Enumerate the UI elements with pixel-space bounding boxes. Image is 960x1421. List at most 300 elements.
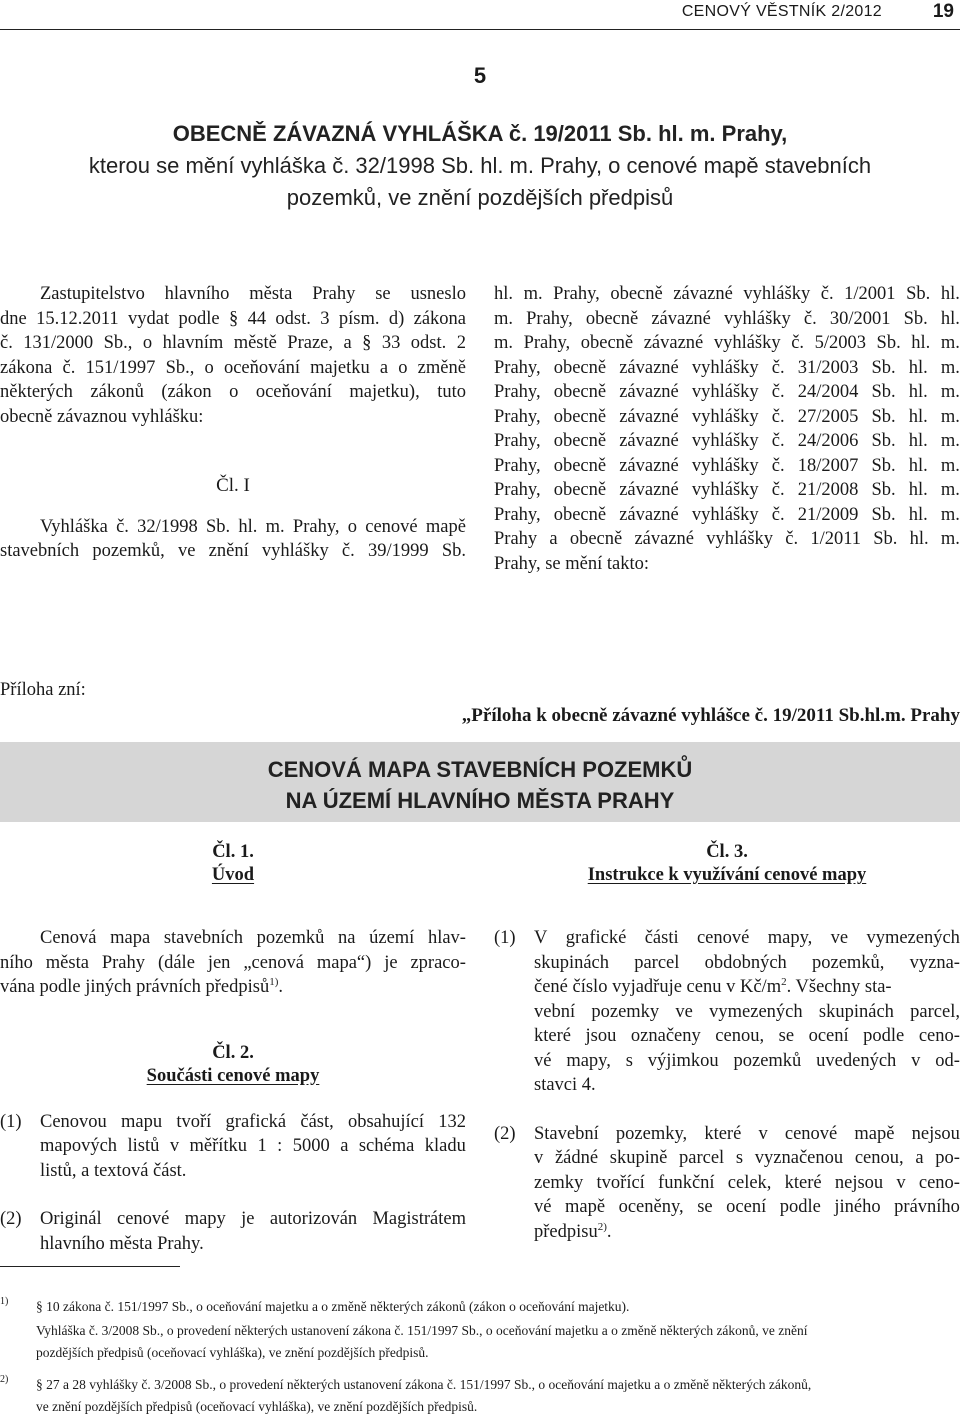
word: Sb. <box>871 480 896 500</box>
word: vební <box>534 1001 576 1022</box>
word: hl. <box>908 455 928 476</box>
word: Originál <box>40 1209 102 1229</box>
footnote-2-mark: 2) <box>0 1374 9 1385</box>
word: mapě <box>854 1123 895 1144</box>
word: znění <box>208 541 249 561</box>
word: závazné <box>619 504 679 525</box>
word: č. <box>803 308 817 329</box>
item-line <box>534 1049 960 1074</box>
word: pozemky <box>591 1001 660 1022</box>
word: majetku), <box>349 382 420 402</box>
word: schéma <box>358 1136 415 1156</box>
word: 15.12.2011 <box>36 308 119 329</box>
word: vé <box>534 1197 552 1217</box>
word: se <box>697 1197 713 1217</box>
footnote-line: pozdějších předpisů (oceňovací vyhláška), ve znění pozdějších předpisů. <box>36 1345 429 1360</box>
footnote-1 <box>0 1296 960 1364</box>
intro-line <box>0 380 466 405</box>
word: a <box>379 357 389 378</box>
word: cenové <box>365 516 418 537</box>
word: č. <box>771 382 785 402</box>
word: Prahy <box>494 529 538 549</box>
word: hl. <box>908 480 928 500</box>
word: parcel <box>679 1148 725 1168</box>
word: skupině <box>609 1148 668 1168</box>
word: m. <box>940 333 960 353</box>
word: závazné <box>619 357 679 378</box>
word: města <box>249 284 293 304</box>
word: hl. <box>238 516 258 537</box>
article-2-name: Součásti cenové mapy <box>146 1065 320 1086</box>
word: na <box>338 928 356 948</box>
word: m. <box>940 504 960 525</box>
word: 44 <box>247 308 267 329</box>
word: se <box>375 284 391 304</box>
amendment-line <box>494 478 960 503</box>
superscript: 2 <box>781 975 787 988</box>
article-1-name: Úvod <box>211 865 255 885</box>
word: m. <box>494 308 514 329</box>
word: závazné <box>619 455 679 476</box>
word: jen <box>207 952 231 973</box>
paragraph-line <box>0 951 466 976</box>
word: oceněny, <box>618 1197 684 1217</box>
amendment-line <box>494 429 960 454</box>
footnote-line: § 10 zákona č. 151/1997 Sb., o oceňování majetku a o změně některých zákonů (zákon o oceňování majetku). <box>36 1299 630 1314</box>
word: Prahy, <box>494 455 541 476</box>
word: hl. <box>908 382 928 402</box>
word: d) <box>388 308 405 329</box>
word: uvedených <box>816 1050 897 1071</box>
word: č. <box>791 333 805 353</box>
word: grafické <box>565 928 627 948</box>
amendment-line <box>494 454 960 479</box>
item-line <box>534 1000 960 1025</box>
amendment-line <box>494 331 960 356</box>
word: města <box>45 952 89 973</box>
word: zákona <box>0 357 53 378</box>
item-line <box>534 1195 960 1220</box>
word: a <box>915 1148 924 1168</box>
item-body <box>534 926 960 1098</box>
word: v <box>169 1136 180 1156</box>
article-heading: Čl. I <box>216 475 250 496</box>
word: ve <box>830 928 849 948</box>
word: městě <box>233 333 277 353</box>
footnote-line: ve znění pozdějších předpisů (oceňovací vyhláška), ve znění pozdějších předpisů. <box>36 1399 478 1414</box>
word: dne <box>0 308 27 329</box>
word: č. <box>341 541 355 561</box>
article-line <box>0 515 466 540</box>
word: pozemků <box>733 1050 802 1071</box>
amendment-line <box>494 307 960 332</box>
word: Prahy <box>101 952 146 973</box>
word: s <box>625 1050 633 1071</box>
article-1-number: Čl. 1. <box>212 842 254 862</box>
word: mapa <box>110 928 151 948</box>
word: § <box>362 333 372 353</box>
word: ceno- <box>918 1026 960 1046</box>
word: č. <box>771 431 785 451</box>
word: území <box>369 928 415 948</box>
word: Sb. <box>906 284 931 304</box>
attachment-label: Příloha zní: <box>0 680 86 700</box>
word: vyhlášky <box>691 382 759 402</box>
item-body <box>534 1122 960 1245</box>
word: Stavební <box>534 1123 599 1144</box>
word: č. <box>116 516 129 537</box>
word: : <box>277 1136 283 1156</box>
word: ve <box>675 1001 693 1022</box>
footnote-1-mark: 1) <box>0 1296 9 1307</box>
word: Sb. <box>871 455 896 476</box>
word: funkční <box>658 1172 715 1193</box>
word: písm. <box>338 308 380 329</box>
word: m. <box>940 406 960 427</box>
word: které <box>704 1123 742 1144</box>
word: podle <box>178 308 220 329</box>
word: 1/2001 <box>844 284 896 304</box>
item-line <box>534 1146 960 1171</box>
article-2-item-1 <box>0 1110 466 1184</box>
word: vyzna- <box>909 952 960 973</box>
word: Praze, <box>287 333 334 353</box>
word: 21/2009 <box>797 504 859 525</box>
item-number: (2) <box>0 1209 22 1229</box>
item-line: hlavního města Prahy. <box>40 1233 204 1254</box>
word: m. <box>940 529 960 549</box>
word: 151/1997 <box>85 357 156 378</box>
article-line <box>0 539 466 564</box>
intro-left-column <box>0 282 466 564</box>
word: o <box>347 516 357 537</box>
word: Prahy, <box>494 504 541 525</box>
word: 5000 <box>292 1136 330 1156</box>
word: hl. <box>909 529 929 549</box>
word: vydat <box>128 308 170 329</box>
item-body <box>40 1207 466 1256</box>
item-text: předpisu <box>534 1221 598 1242</box>
word: ocení <box>726 1197 767 1217</box>
word: o <box>204 357 214 378</box>
item-line <box>40 1110 466 1135</box>
word: 3 <box>320 308 330 329</box>
word: jiného <box>834 1197 881 1217</box>
word: Sb., <box>103 333 133 353</box>
word: mapě <box>425 516 466 537</box>
word: Prahy, <box>494 357 541 378</box>
word: obecně <box>553 357 607 378</box>
amendment-line <box>494 282 960 307</box>
word: obecně <box>553 480 607 500</box>
word: parcel, <box>910 1001 960 1022</box>
amendment-line <box>494 552 960 577</box>
title-line-1: OBECNĚ ZÁVAZNÁ VYHLÁŠKA č. 19/2011 Sb. hl. m. Prahy, <box>172 121 788 146</box>
word: obecně <box>553 382 607 402</box>
word: vyhlášky <box>691 431 759 451</box>
word: vyhlášky <box>691 357 759 378</box>
word: 27/2005 <box>797 406 859 427</box>
item-text: . <box>606 1221 612 1242</box>
item-line <box>534 1024 960 1049</box>
article-2-item-2 <box>0 1207 466 1256</box>
article-3-name: Instrukce k využívání cenové mapy <box>587 865 867 885</box>
word: hlavního <box>164 284 230 304</box>
word: v <box>911 1050 921 1071</box>
word: závazné <box>619 406 679 427</box>
word: Prahy <box>312 284 356 304</box>
item-line <box>40 1134 466 1159</box>
word: majetku <box>310 357 370 378</box>
word: Prahy, se mění takto: <box>494 553 649 574</box>
word: které <box>784 1172 822 1193</box>
word: Sb. <box>871 504 896 525</box>
map-title-line-1: CENOVÁ MAPA STAVEBNÍCH POZEMKŮ <box>267 757 693 782</box>
word: cenové <box>696 928 750 948</box>
word: oceňování <box>255 382 332 402</box>
word: 39/1999 <box>367 541 429 561</box>
intro-line <box>0 405 466 430</box>
amendment-line <box>494 356 960 381</box>
footnote-2 <box>0 1374 960 1418</box>
word: Sb. <box>903 308 928 329</box>
word: a <box>340 1136 349 1156</box>
footnote-ref-1[interactable]: 1) <box>269 975 279 988</box>
item-number: (2) <box>494 1123 516 1144</box>
word: část, <box>300 1111 334 1132</box>
left-articles <box>0 842 466 1256</box>
word: č. <box>771 357 785 378</box>
word: Sb. <box>871 357 896 378</box>
word: hl. <box>940 284 960 304</box>
item-line <box>534 1220 960 1245</box>
article-3-number: Čl. 3. <box>706 842 748 862</box>
word: změně <box>417 357 466 378</box>
word: hl. <box>908 504 928 525</box>
word: č. <box>771 406 785 427</box>
word: závazné <box>673 284 733 304</box>
word: závazné <box>619 480 679 500</box>
word: č. <box>0 333 13 353</box>
word: závazné <box>643 333 704 353</box>
word: se <box>778 1026 795 1046</box>
word: m. <box>940 480 960 500</box>
word: parcel <box>634 952 680 973</box>
word: č. <box>820 284 834 304</box>
word: Sb. <box>876 333 901 353</box>
intro-line <box>0 356 466 381</box>
word: oceňování <box>223 357 300 378</box>
word: (zákon <box>161 382 212 402</box>
word: obecně <box>553 406 607 427</box>
word: vyhlášky <box>706 529 774 549</box>
word: mapy <box>184 1209 226 1229</box>
word: Prahy, <box>494 480 541 500</box>
amendment-line <box>494 503 960 528</box>
word: cenové <box>116 1209 170 1229</box>
journal-title: CENOVÝ VĚSTNÍK 2/2012 <box>681 3 882 20</box>
word: právního <box>894 1197 960 1217</box>
word: 33 <box>381 333 401 353</box>
word: vymezených <box>709 1001 803 1022</box>
article-2-number: Čl. 2. <box>212 1042 254 1063</box>
paragraph-text: vána podle jiných právních předpisů <box>0 977 270 997</box>
title-line-2: kterou se mění vyhláška č. 32/1998 Sb. hl. m. Prahy, o cenové mapě stavebních <box>88 153 872 178</box>
map-title-banner <box>0 742 960 822</box>
word: o <box>398 357 408 378</box>
word: celek, <box>727 1172 772 1193</box>
word: obecně <box>553 431 607 451</box>
word: pozemků, <box>811 952 885 973</box>
word: č. <box>62 357 76 378</box>
word: vyhlášky <box>691 480 759 500</box>
word: m. <box>523 284 543 304</box>
word: v <box>896 1172 906 1193</box>
word: části <box>644 928 679 948</box>
section-number: 5 <box>473 63 487 88</box>
word: hlavním <box>162 333 224 353</box>
amendment-line <box>494 527 960 552</box>
word: kladu <box>424 1136 466 1156</box>
word: mapových <box>40 1136 118 1156</box>
title-line-3: pozemků, ve znění pozdějších předpisů <box>286 185 674 210</box>
word: skupinách <box>818 1001 894 1022</box>
word: je <box>384 952 398 973</box>
word: zákona <box>413 308 466 329</box>
word: Prahy, <box>553 284 600 304</box>
word: obecně <box>610 284 663 304</box>
word: pozemků, <box>92 541 165 561</box>
word: Cenovou <box>40 1111 107 1132</box>
word: 30/2001 <box>829 308 891 329</box>
word: č. <box>771 455 785 476</box>
word: autorizován <box>269 1209 358 1229</box>
word: obecně závaznou vyhlášku: <box>0 406 204 427</box>
word: podle <box>863 1026 905 1046</box>
word: odst. <box>275 308 311 329</box>
item-line <box>40 1207 466 1232</box>
word: skupinách <box>534 952 610 973</box>
word: 1/2011 <box>810 529 862 549</box>
word: nejsou <box>911 1123 960 1144</box>
word: m. <box>265 516 285 537</box>
word: mapě <box>565 1197 606 1217</box>
word: o <box>142 333 153 353</box>
word: jsou <box>585 1026 617 1046</box>
word: vyhlášky <box>691 455 759 476</box>
word: obecně <box>580 333 634 353</box>
word: Zastupitelstvo <box>40 284 145 304</box>
page-number: 19 <box>932 1 954 22</box>
word: 32/1998 <box>137 516 198 537</box>
intro-line <box>0 307 466 332</box>
map-title-line-2: NA ÚZEMÍ HLAVNÍHO MĚSTA PRAHY <box>285 788 675 813</box>
word: (dále <box>157 952 195 973</box>
word: obecně <box>569 529 623 549</box>
word: hlav- <box>427 928 466 948</box>
word: vyhlášky <box>261 541 329 561</box>
word: grafická <box>225 1111 287 1132</box>
word: 2 <box>456 333 466 353</box>
item-line: stavci 4. <box>534 1075 596 1095</box>
item-number: (1) <box>494 928 516 948</box>
item-line: listů, a textová část. <box>40 1160 187 1181</box>
word: hl. <box>908 431 928 451</box>
paragraph-line <box>0 926 466 951</box>
word: listů <box>127 1136 160 1156</box>
word: ceno- <box>918 1172 960 1193</box>
word: tuto <box>437 382 466 402</box>
word: č. <box>771 504 785 525</box>
word: závazné <box>634 529 694 549</box>
word: m. <box>940 455 960 476</box>
word: usneslo <box>410 284 466 304</box>
word: ního <box>0 952 33 973</box>
footnote-ref-2[interactable]: 2) <box>597 1220 607 1233</box>
word: Cenová <box>40 928 97 948</box>
amendment-line <box>494 380 960 405</box>
word: zákonů <box>90 382 144 402</box>
word: a <box>343 333 352 353</box>
word: obsahující <box>347 1111 425 1132</box>
word: § <box>228 308 239 329</box>
word: stavebních <box>0 541 80 561</box>
word: obecně <box>585 308 639 329</box>
item-line <box>534 926 960 951</box>
article-3-item-1 <box>494 926 960 1098</box>
word: hl. <box>911 333 931 353</box>
word: Vyhláška <box>40 516 108 537</box>
word: Prahy, <box>494 382 541 402</box>
word: výjimkou <box>647 1050 719 1071</box>
word: cenové <box>784 1123 838 1144</box>
word: hl. <box>908 406 928 427</box>
word: vyhlášky <box>724 308 791 329</box>
intro-right-column <box>494 282 960 576</box>
attachment-title: „Příloha k obecně závazné vyhlášce č. 19/2011 Sb.hl.m. Prahy <box>461 705 960 726</box>
word: zemky <box>534 1172 584 1193</box>
word: 5/2003 <box>814 333 866 353</box>
word: cenou, <box>715 1026 765 1046</box>
item-text: . Všechny sta- <box>786 977 892 997</box>
word: cenou, <box>854 1148 904 1168</box>
running-header <box>0 0 960 30</box>
word: Sb. <box>871 382 896 402</box>
word: zpraco- <box>410 952 466 973</box>
article-1-paragraph <box>0 926 466 1000</box>
word: vyznačenou <box>754 1148 844 1168</box>
word: označeny <box>630 1026 701 1046</box>
word: v <box>534 1148 544 1168</box>
paragraph-line <box>0 975 466 1000</box>
word: podle <box>779 1197 821 1217</box>
intro-line <box>0 282 466 307</box>
word: m. <box>940 382 960 402</box>
item-line <box>534 975 960 1000</box>
word: vé <box>534 1050 552 1071</box>
word: m. <box>494 333 514 353</box>
word: V <box>534 928 548 948</box>
word: tvořící <box>596 1172 645 1193</box>
word: stavebních <box>163 928 243 948</box>
word: Prahy, <box>526 308 573 329</box>
amendment-line <box>494 405 960 430</box>
word: Prahy, <box>292 516 340 537</box>
word: č. <box>785 529 799 549</box>
word: žádné <box>554 1148 599 1168</box>
word: 18/2007 <box>797 455 859 476</box>
word: nejsou <box>834 1172 884 1193</box>
